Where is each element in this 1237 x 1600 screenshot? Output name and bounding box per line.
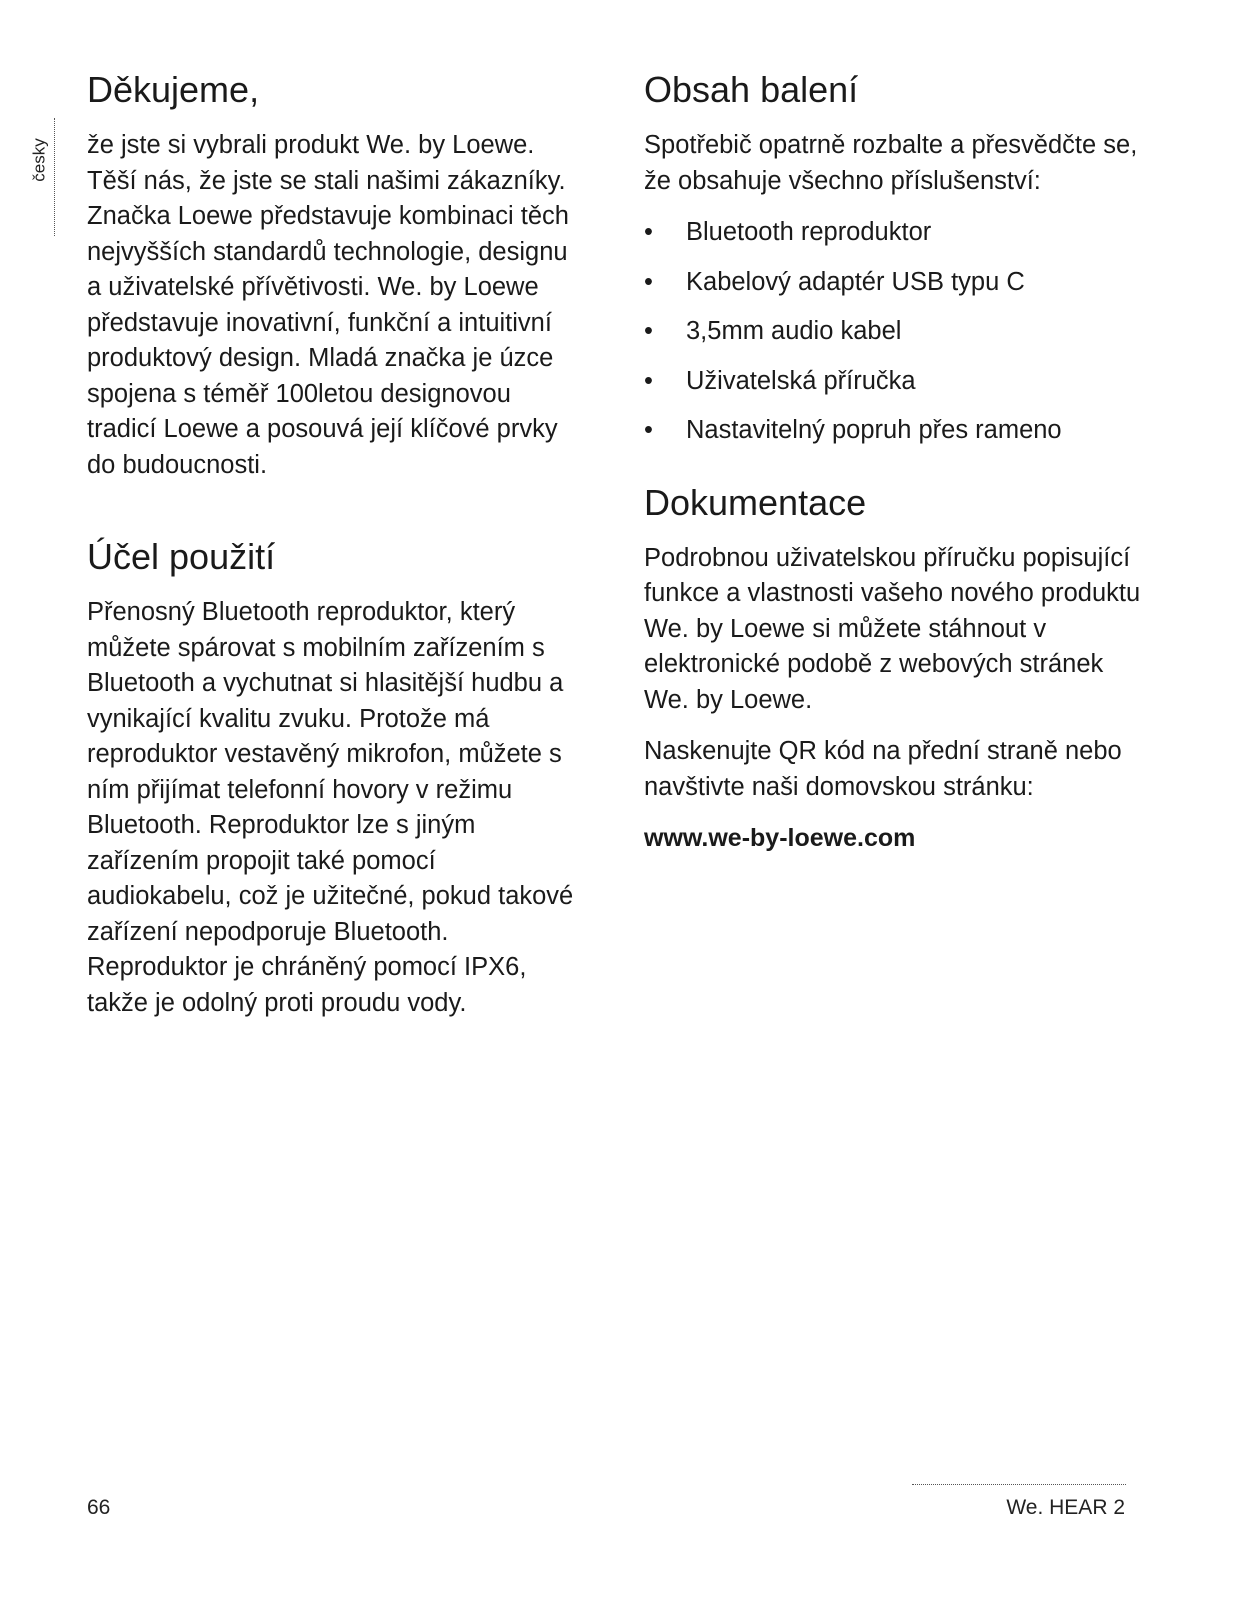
list-item: • 3,5mm audio kabel	[644, 314, 1144, 349]
bullet-icon: •	[644, 218, 653, 246]
page-number: 66	[87, 1496, 111, 1519]
intended-use-heading: Účel použití	[87, 536, 276, 577]
documentation-paragraph-1: Podrobnou uživatelskou příručku popisující funkce a vlastnosti vašeho nového produktu We. by Loewe si můžete stáhnout v elektronické podobě z webových stránek We. by Loewe.	[644, 543, 1141, 714]
bullet-icon: •	[644, 416, 653, 444]
documentation-heading: Dokumentace	[644, 481, 867, 523]
language-tab	[22, 118, 55, 236]
list-item: • Bluetooth reproduktor	[644, 215, 1144, 250]
package-contents-intro: Spotřebič opatrně rozbalte a přesvědčte se, že obsahuje všechno příslušenství:	[644, 131, 1138, 195]
intended-use-paragraph: Přenosný Bluetooth reproduktor, který můžete spárovat s mobilním zařízením s Bluetooth a vychutnat si hlasitější hudbu a vynikající kvalitu zvuku. Protože má reproduktor vestavěný mikrofon, můžete s ním přijímat telefonní hovory v režimu Bluetooth. Reproduktor lze s jiným zařízením propojit také pomocí audiokabelu, což je užitečné, pokud takové zařízení nepodporuje Bluetooth. Reproduktor je chráněný pomocí IPX6, takže je odolný proti proudu vody.	[87, 598, 574, 1017]
thanks-paragraph: že jste si vybrali produkt We. by Loewe. Těší nás, že jste se stali našimi zákazníky. Značka Loewe představuje kombinaci těch nejvyšších standardů technologie, designu a uživatelské přívětivosti. We. by Loewe představuje inovativní, funkční a intuitivní produktový design. Mladá značka je úzce spojena s téměř 100letou designovou tradicí Loewe a posouvá její klíčové prvky do budoucnosti.	[87, 131, 569, 479]
language-label: česky	[29, 138, 49, 182]
package-contents-heading: Obsah balení	[644, 69, 859, 110]
list-item: • Uživatelská příručka	[644, 364, 1144, 399]
list-item: • Kabelový adaptér USB typu C	[644, 265, 1144, 300]
left-column	[87, 66, 587, 1037]
bullet-icon: •	[644, 366, 653, 395]
list-item: • Nastavitelný popruh přes rameno	[644, 413, 1144, 448]
package-contents-list	[644, 215, 1144, 448]
right-column	[644, 66, 1144, 873]
website-url: www.we-by-loewe.com	[644, 824, 916, 852]
footer-divider	[912, 1484, 1126, 1485]
documentation-paragraph-2: Naskenujte QR kód na přední straně nebo navštivte naši domovskou stránku:	[644, 737, 1122, 801]
bullet-icon: •	[644, 267, 653, 296]
bullet-icon: •	[644, 317, 653, 345]
thanks-heading: Děkujeme,	[87, 69, 260, 110]
product-name: We. HEAR 2	[1006, 1496, 1125, 1519]
